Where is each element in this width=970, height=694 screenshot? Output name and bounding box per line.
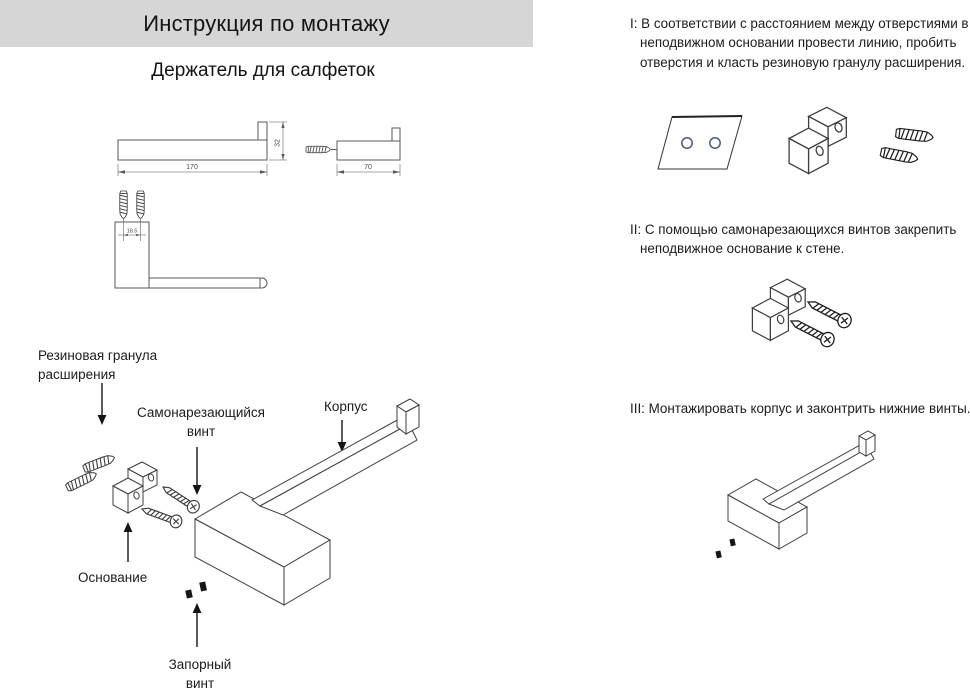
arrow-rubber-plug [98, 383, 107, 425]
label-base: Основание [78, 570, 148, 585]
screw-drawing [788, 315, 837, 350]
dim-depth: 70 [364, 164, 372, 171]
base-block-drawing [789, 107, 846, 173]
assembled-holder-drawing [728, 431, 875, 549]
dim-length: 170 [186, 164, 198, 171]
step-3-text: III: Монтажировать корпус и законтрить нижние винты. [630, 401, 970, 416]
screw-drawing [140, 503, 184, 529]
cad-drawing-front-view [100, 118, 430, 184]
diagram-step-3 [700, 425, 970, 590]
step-2-text: II: С помощью самонарезающихся винтов закрепить неподвижное основание к стене. [630, 222, 957, 257]
page-title: Инструкция по монтажу [143, 10, 390, 36]
wall-anchor-drawing [65, 470, 98, 492]
label-self-tapping-screw: Самонарезающийся винт [137, 405, 265, 439]
base-block-drawing [113, 462, 157, 513]
arrow-body [338, 420, 347, 452]
header-band [0, 0, 533, 47]
label-body: Корпус [324, 399, 368, 414]
diagram-step-1 [640, 98, 960, 210]
wall-anchor-drawing [82, 453, 115, 473]
arrow-base [124, 522, 133, 562]
label-locking-screw: Запорный винт [168, 657, 232, 691]
set-screw-drawing [729, 538, 735, 546]
cad-drawing-top-view [100, 185, 300, 297]
product-name: Держатель для салфеток [151, 60, 375, 81]
set-screw-drawing [185, 589, 193, 598]
wall-anchor-drawing [895, 128, 933, 143]
set-screw-drawing [715, 550, 721, 558]
dim-height: 32 [274, 139, 282, 147]
screw-drawing [805, 296, 854, 331]
base-block-drawing [752, 279, 805, 340]
exploded-diagram [30, 340, 460, 694]
wall-anchor-drawing [880, 147, 919, 164]
arrow-self-tapping-screw [193, 447, 202, 495]
dim-hole-spacing: 18.5 [126, 228, 138, 235]
step-1-text: I: В соответствии с расстоянием между отверстиями в неподвижном основании провести линию, пробить отверстия и класть резиновую гранулу расширения. [630, 16, 969, 70]
label-rubber-plug: Резиновая гранула расширения [38, 348, 158, 382]
diagram-step-2 [700, 270, 920, 388]
set-screw-drawing [199, 581, 207, 591]
arrow-locking-screw [193, 603, 202, 647]
